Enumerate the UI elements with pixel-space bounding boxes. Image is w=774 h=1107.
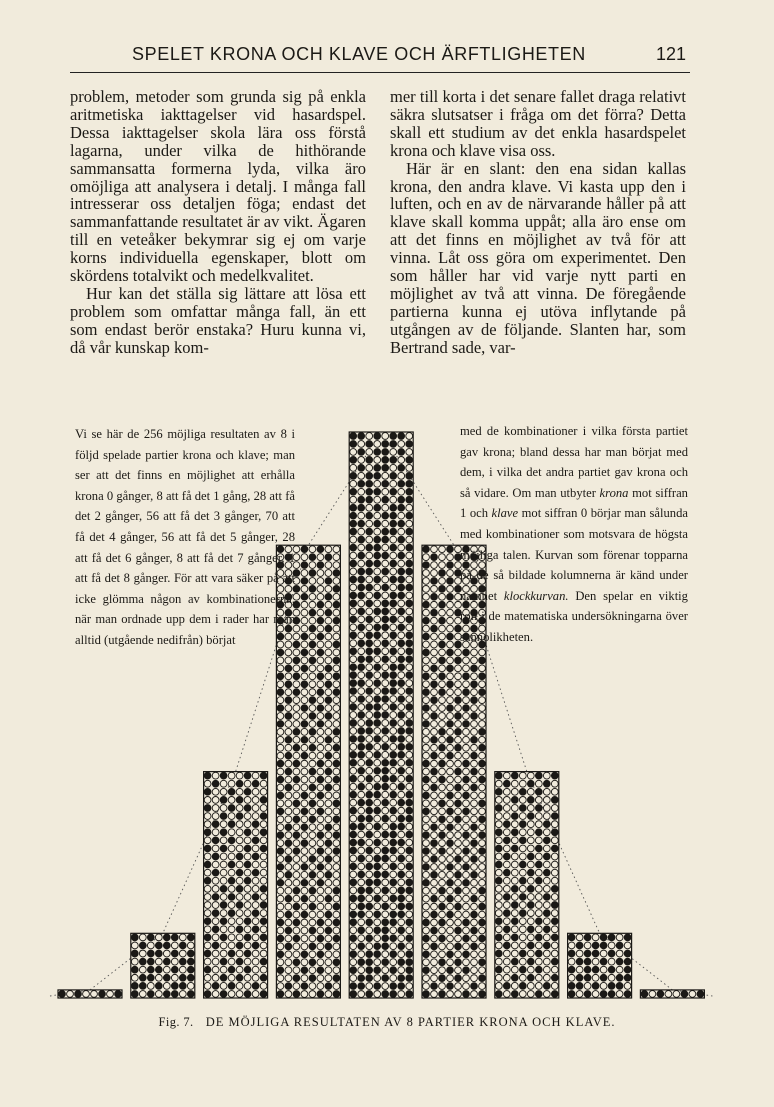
bar-column-4 <box>349 432 413 998</box>
figure-legend-left: Vi se här de 256 möjliga resultaten av 8 i följd spelade partier krona och klave; man ser att det finns en möjlighet att erhålla krona 0 gånger, 8 att få det 1 gång, 28 att få det 2 gånger, 56 att få det 3 gånger, 70 att få det 4 gånger, 56 att få det 5 gånger, 28 att få det 6 gånger, 8 att få det 7 gånger, 1 att få det 8 gånger. För att vara säker på att icke glömma någon av kombinationerna, när man ordnade upp dem i rader har man alltid (utgående nedifrån) börjat <box>75 427 295 647</box>
legend-term: klockkurvan. <box>503 588 569 603</box>
paragraph: mer till korta i det senare fallet draga relativt säkra slutsatser i fråga om det förra? Detta skall ett studium av det enkla hasardspelet krona och klave visa oss. <box>390 87 686 160</box>
bar-column-0 <box>58 990 122 998</box>
legend-term: krona <box>599 485 629 500</box>
legend-text: mot siffran 0 börjar man sålunda med kombinationer som motsvara de högsta möjliga talen. Kurvan som förenar topparna på de så bildade kolumnerna är känd under namnet <box>460 506 688 603</box>
legend-term: klave <box>491 506 519 521</box>
legend-text: 1 och <box>460 506 488 521</box>
figure-caption <box>0 1015 774 1030</box>
legend-text: Den spelar en viktig roll i de matematiska undersökningarna över sannolikheten. <box>460 588 688 644</box>
page-number: 121 <box>655 44 686 64</box>
running-title: SPELET KRONA OCH KLAVE OCH ÄRFTLIGHETEN <box>132 44 586 64</box>
legend-text: mot siffran <box>632 485 688 500</box>
legend-text: med de kombinationer i vilka första partiet gav krona; bland dessa har man börjat med dem, i vilka det andra partiet gav krona och så vidare. Om man utbyter <box>460 424 688 500</box>
bar-column-2 <box>204 772 268 998</box>
bar-column-7 <box>568 933 632 998</box>
bar-column-8 <box>640 990 704 998</box>
bar-column-1 <box>131 933 195 998</box>
figure-title: DE MÖJLIGA RESULTATEN AV 8 PARTIER KRONA OCH KLAVE. <box>205 1015 616 1029</box>
paragraph: Hur kan det ställa sig lättare att lösa ett problem som omfattar många fall, än ett som endast berör enstaka? Huru kunna vi, då vår kunskap kom- <box>70 283 366 357</box>
bar-column-6 <box>495 772 559 998</box>
paragraph: problem, metoder som grunda sig på enkla aritmetiska iakttagelser vid hasardspel. Dessa iakttagelser skola lära oss förstå lagarna, under vilka de hithörande sammansatta formerna lyda, vilka äro omöjliga att analysera i detalj. I många fall intresserar oss detaljen föga; endast det sammanfattande resultatet är av vikt. Ägaren till en veteåker bekymrar sig ej om varje korns individuella egenskaper, blott om skördens totalvikt och medelkvalitet. <box>70 87 366 286</box>
figure-number: Fig. 7. <box>158 1015 194 1029</box>
paragraph: Här är en slant: den ena sidan kallas krona, den andra klave. Vi kasta upp den i luften, och en av de närvarande håller på att klave skall komma uppåt; alla äro ense om att det finns en möjlighet av två för att vinna. Låt oss göra om experimentet. Den som håller har vid varje nytt parti en möjlighet av två att vinna. De föregående partierna kunna ej utöva inflytande på utgången av de följande. Slanten har, som Bertrand sade, var- <box>390 158 686 357</box>
figure-legend-right <box>460 421 688 648</box>
